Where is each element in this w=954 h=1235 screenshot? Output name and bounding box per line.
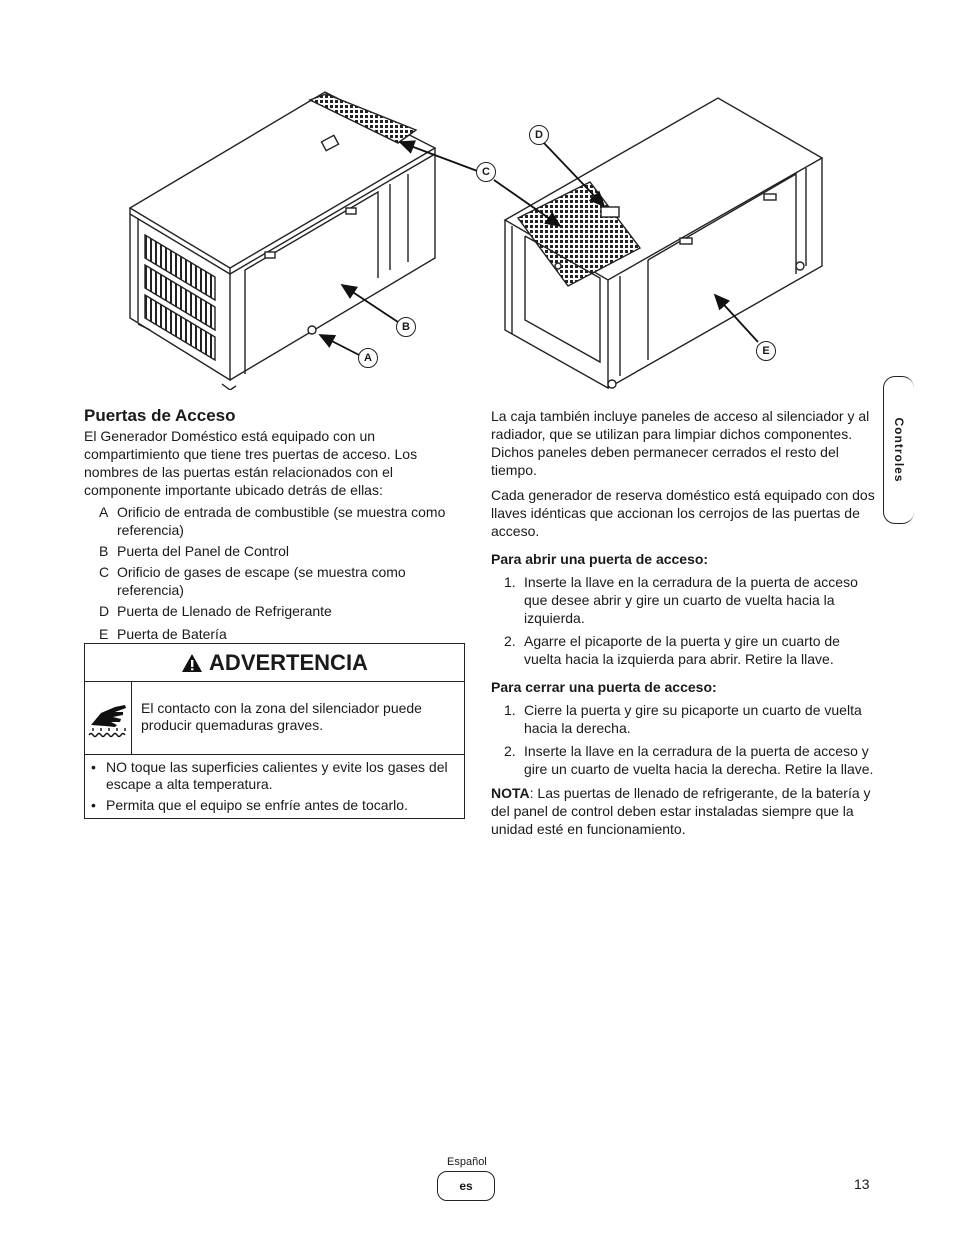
list-item: A Orificio de entrada de combustible (se muestra como referencia) [99,504,446,538]
list-item: 1. Cierre la puerta y gire su picaporte un cuarto de vuelta hacia la derecha. [504,702,862,736]
note-paragraph [491,784,875,838]
note-label: NOTA [491,785,530,801]
generator-drawing [120,90,840,390]
warning-header [85,644,464,682]
note-text: : Las puertas de llenado de refrigerante, de la batería y del panel de control deben estar instaladas siempre que la unidad esté en funcionamiento. [491,785,871,837]
right-column [491,407,875,845]
generator-illustration [120,90,840,390]
list-item: E Puerta de Batería [99,626,227,642]
list-item: 1. Inserte la llave en la cerradura de la puerta de acceso que desee abrir y gire un cuarto de vuelta hacia la izquierda. [504,574,858,626]
hot-surface-hand-icon [85,682,132,754]
section-heading: Puertas de Acceso [84,406,236,425]
warning-triangle-icon [181,653,203,673]
callout-d: D [529,125,549,145]
list-item: 2. Inserte la llave en la cerradura de la puerta de acceso y gire un cuarto de vuelta hacia la derecha. Retire la llave. [504,743,874,777]
open-door-heading: Para abrir una puerta de acceso: [491,551,709,567]
paragraph-keys: Cada generador de reserva doméstico está equipado con dos llaves idénticas que accionan los cerrojos de las puertas de acceso. [491,487,875,539]
warning-box [84,643,465,819]
warning-title: ADVERTENCIA [209,649,368,675]
intro-paragraph: El Generador Doméstico está equipado con un compartimiento que tiene tres puertas de acceso. Los nombres de las puertas están relacionados con el componente importante ubicado detrás de ellas: [84,428,418,498]
callout-e: E [756,341,776,361]
callout-a: A [358,348,378,368]
section-tab [883,376,914,524]
open-door-steps [491,573,875,668]
warning-bullet: • NO toque las superficies calientes y evite los gases del escape a alta temperatura. [91,759,456,793]
door-list [84,503,464,643]
close-door-steps [491,701,875,778]
list-item: 2. Agarre el picaporte de la puerta y gire un cuarto de vuelta hacia la izquierda para abrir. Retire la llave. [504,633,840,667]
callout-c: C [476,162,496,182]
list-item: D Puerta de Llenado de Refrigerante [99,603,332,619]
page-number: 13 [854,1176,870,1192]
callout-b: B [396,317,416,337]
close-door-heading: Para cerrar una puerta de acceso: [491,679,717,695]
warning-bullets [85,755,464,814]
warning-bullet: • Permita que el equipo se enfríe antes de tocarlo. [91,797,456,814]
section-tab-label: Controles [892,417,906,483]
language-label: Español [447,1156,487,1168]
language-code-badge: es [437,1171,495,1201]
warning-message: El contacto con la zona del silenciador puede producir quemaduras graves. [141,700,422,733]
warning-message-row [85,682,464,755]
list-item: B Puerta del Panel de Control [99,543,289,559]
paragraph-panels: La caja también incluye paneles de acceso al silenciador y al radiador, que se utilizan para limpiar dichos componentes. Dichos paneles deben permanecer cerrados el resto del tiempo. [491,408,870,478]
list-item: C Orificio de gases de escape (se muestra como referencia) [99,564,406,598]
left-column [84,407,464,646]
